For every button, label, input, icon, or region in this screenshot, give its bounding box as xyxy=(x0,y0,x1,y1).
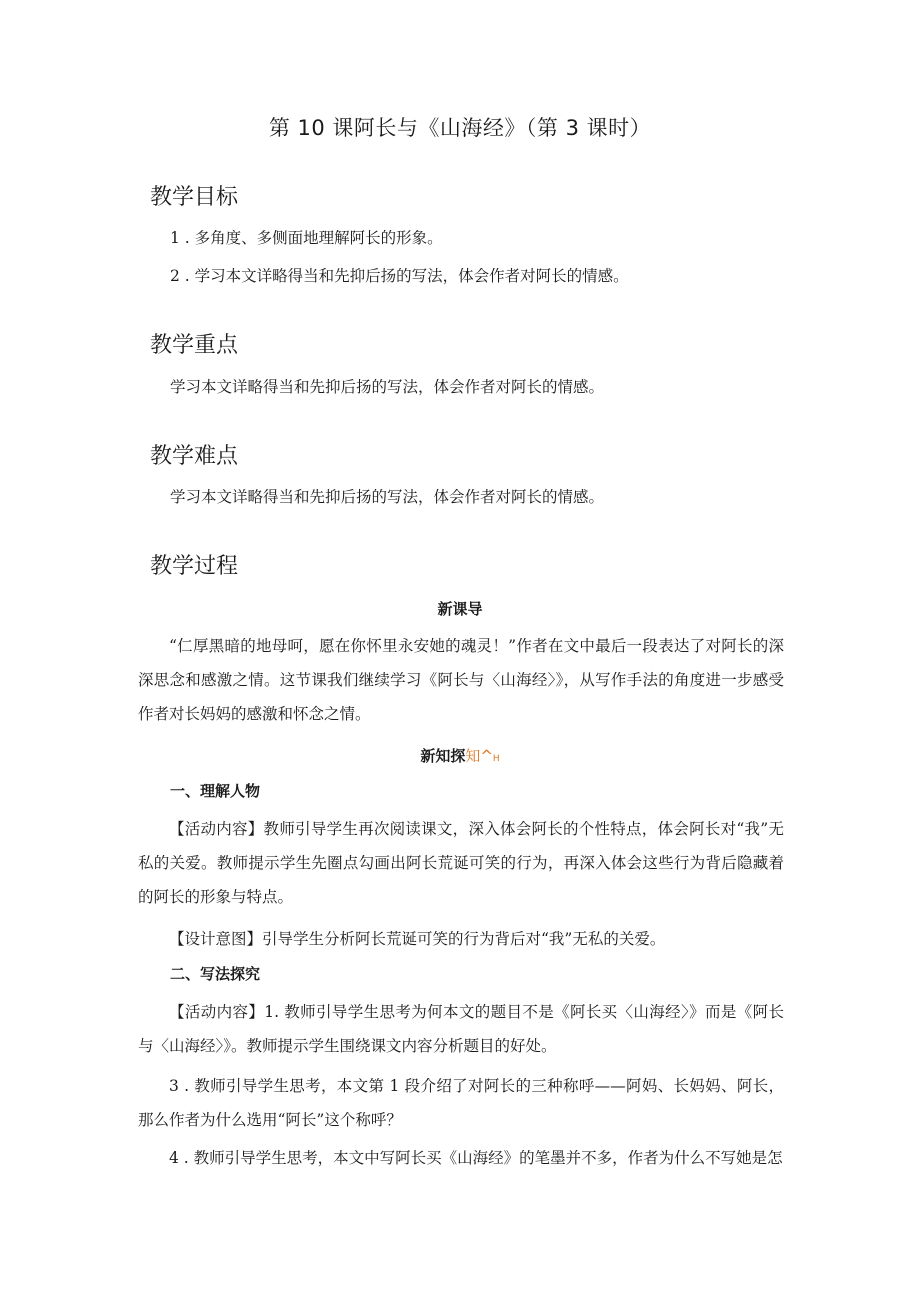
difficulties-heading: 教学难点 xyxy=(150,444,239,469)
key-points-heading: 教学重点 xyxy=(150,333,239,358)
process-heading: 教学过程 xyxy=(150,554,239,579)
section2-item-3: 3 . 教师引导学生思考，本文第 1 段介绍了对阿长的三种称呼——阿妈、长妈妈、阿长，那么作者为什么选用“阿长”这个称呼？ xyxy=(138,1077,784,1129)
section1-design: 【设计意图】引导学生分析阿长荒诞可笑的行为背后对“我”无私的关爱。 xyxy=(169,930,666,948)
difficulties-text: 学习本文详略得当和先抑后扬的写法，体会作者对阿长的情感。 xyxy=(170,488,605,506)
goal-item-1: 1 . 多角度、多侧面地理解阿长的形象。 xyxy=(170,229,443,247)
section2-item-4: 4 . 教师引导学生思考，本文中写阿长买《山海经》的笔墨并不多，作者为什么不写她是怎 xyxy=(169,1149,783,1167)
explore-heading-main: 新知探 xyxy=(420,747,466,765)
section2-heading: 二、写法探究 xyxy=(170,965,261,983)
key-points-text: 学习本文详略得当和先抑后扬的写法，体会作者对阿长的情感。 xyxy=(170,378,605,396)
goals-heading: 教学目标 xyxy=(150,185,239,210)
lesson-title: 第 10 课阿长与《山海经》（第 3 课时） xyxy=(268,116,652,140)
section2-activity: 【活动内容】1. 教师引导学生思考为何本文的题目不是《阿长买〈山海经〉》而是《阿长与〈山海经〉》。教师提示学生围绕课文内容分析题目的好处。 xyxy=(138,1003,784,1055)
section1-activity: 【活动内容】教师引导学生再次阅读课文，深入体会阿长的个性特点，体会阿长对“我”无私的关爱。教师提示学生先圈点勾画出阿长荒诞可笑的行为，再深入体会这些行为背后隐藏着的阿长的形象与特点。 xyxy=(138,820,784,906)
explore-heading xyxy=(0,745,920,766)
goal-item-2: 2 . 学习本文详略得当和先抑后扬的写法，体会作者对阿长的情感。 xyxy=(170,267,629,285)
intro-paragraph: “仁厚黑暗的地母呵，愿在你怀里永安她的魂灵！”作者在文中最后一段表达了对阿长的深深思念和感激之情。这节课我们继续学习《阿长与〈山海经〉》，从写作手法的角度进一步感受作者对长妈妈的感激和怀念之情。 xyxy=(138,637,784,723)
explore-heading-small: H xyxy=(492,754,500,764)
section1-heading: 一、理解人物 xyxy=(170,782,261,800)
intro-heading: 新课导 xyxy=(437,600,483,618)
explore-heading-orange: 知^ xyxy=(465,747,493,765)
